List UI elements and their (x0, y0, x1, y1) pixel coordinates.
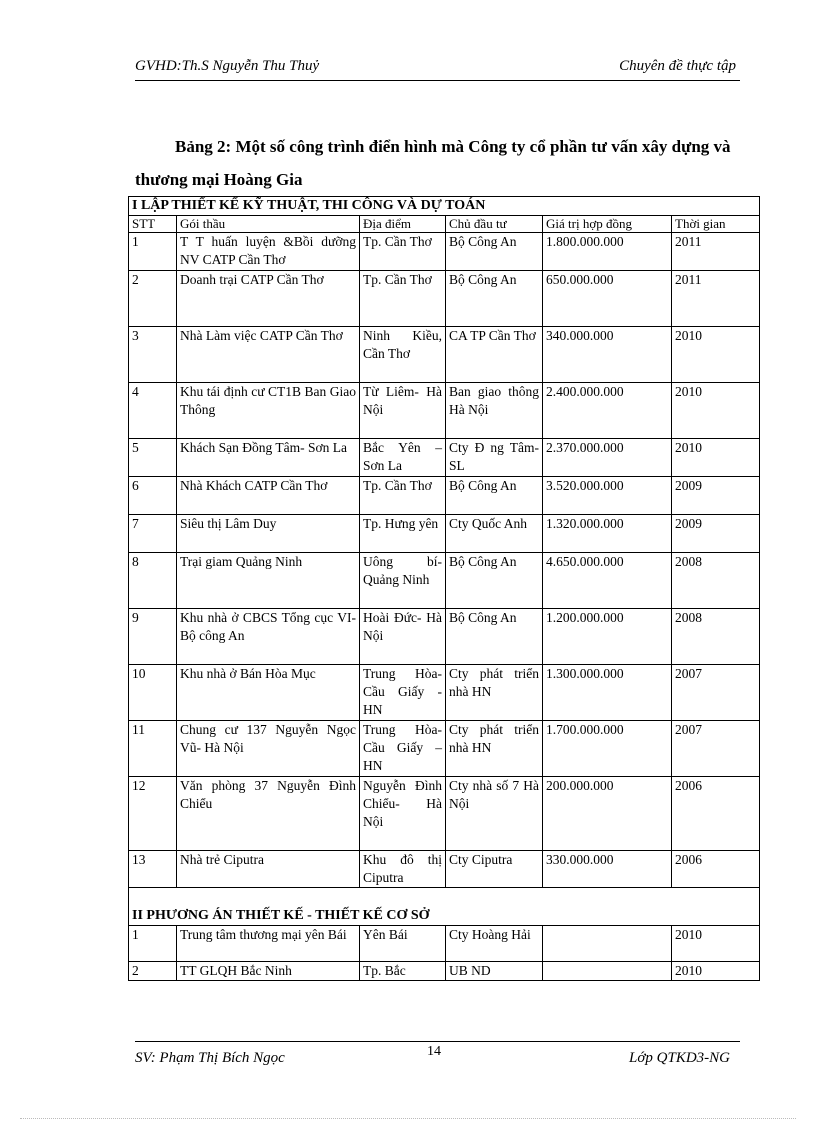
section-title: II PHƯƠNG ÁN THIẾT KẾ - THIẾT KẾ CƠ SỞ (129, 888, 760, 926)
cell-stt: 13 (129, 851, 177, 888)
col-header-contract-value: Giá trị hợp đồng (543, 216, 672, 233)
cell-contract-value: 1.700.000.000 (543, 721, 672, 777)
cell-location: Nguyễn Đình Chiểu- Hà Nội (360, 777, 446, 851)
cell-investor: CA TP Cần Thơ (446, 327, 543, 383)
cell-location: Hoài Đức- Hà Nội (360, 609, 446, 665)
col-header-location: Địa điểm (360, 216, 446, 233)
table-row (129, 477, 760, 515)
cell-time: 2011 (672, 233, 760, 271)
cell-time: 2010 (672, 439, 760, 477)
cell-stt: 12 (129, 777, 177, 851)
cell-stt: 4 (129, 383, 177, 439)
cell-time: 2010 (672, 962, 760, 981)
cell-stt: 3 (129, 327, 177, 383)
cell-investor: Bộ Công An (446, 553, 543, 609)
cell-stt: 2 (129, 271, 177, 327)
cell-time: 2006 (672, 777, 760, 851)
cell-investor: Cty phát triển nhà HN (446, 665, 543, 721)
table-row (129, 515, 760, 553)
cell-location: Tp. Cần Thơ (360, 271, 446, 327)
cell-contract-value (543, 962, 672, 981)
table-row (129, 777, 760, 851)
cell-time: 2008 (672, 609, 760, 665)
cell-time: 2010 (672, 926, 760, 962)
page-header (135, 58, 740, 81)
cell-location: Uông bí- Quảng Ninh (360, 553, 446, 609)
cell-package: Trung tâm thương mại yên Bái (177, 926, 360, 962)
col-header-investor: Chủ đầu tư (446, 216, 543, 233)
page-bottom-edge (20, 1118, 796, 1119)
cell-investor: Cty Đ ng Tâm-SL (446, 439, 543, 477)
cell-contract-value: 330.000.000 (543, 851, 672, 888)
cell-package: Siêu thị Lâm Duy (177, 515, 360, 553)
table-caption: Bảng 2: Một số công trình điển hình mà Công ty cổ phần tư vấn xây dựng và thương mại Hoàng Gia (135, 137, 731, 189)
cell-time: 2007 (672, 665, 760, 721)
cell-stt: 1 (129, 233, 177, 271)
cell-stt: 9 (129, 609, 177, 665)
projects-table (128, 196, 759, 981)
table-row (129, 233, 760, 271)
cell-package: Nhà Khách CATP Cần Thơ (177, 477, 360, 515)
cell-investor: Bộ Công An (446, 477, 543, 515)
cell-location: Trung Hòa- Cầu Giấy – HN (360, 721, 446, 777)
cell-investor: UB ND (446, 962, 543, 981)
cell-location: Trung Hòa- Cầu Giấy - HN (360, 665, 446, 721)
cell-package: Doanh trại CATP Cần Thơ (177, 271, 360, 327)
cell-package: Nhà Làm việc CATP Cần Thơ (177, 327, 360, 383)
cell-package: Khu nhà ở Bán Hòa Mục (177, 665, 360, 721)
table-header-row (129, 216, 760, 233)
cell-contract-value: 1.300.000.000 (543, 665, 672, 721)
cell-location: Bắc Yên – Sơn La (360, 439, 446, 477)
table-row (129, 439, 760, 477)
cell-package: Văn phòng 37 Nguyễn Đình Chiểu (177, 777, 360, 851)
cell-contract-value: 2.370.000.000 (543, 439, 672, 477)
table-row (129, 851, 760, 888)
cell-contract-value: 200.000.000 (543, 777, 672, 851)
page-footer (135, 1041, 740, 1066)
cell-investor: Bộ Công An (446, 271, 543, 327)
cell-location: Tp. Cần Thơ (360, 233, 446, 271)
cell-time: 2006 (672, 851, 760, 888)
col-header-package: Gói thầu (177, 216, 360, 233)
cell-investor: Ban giao thông Hà Nội (446, 383, 543, 439)
cell-contract-value: 650.000.000 (543, 271, 672, 327)
table-row (129, 962, 760, 981)
cell-investor: Bộ Công An (446, 233, 543, 271)
cell-package: Khu nhà ở CBCS Tổng cục VI- Bộ công An (177, 609, 360, 665)
section-title: I LẬP THIẾT KẾ KỸ THUẬT, THI CÔNG VÀ DỰ TOÁN (129, 197, 760, 216)
col-header-stt: STT (129, 216, 177, 233)
cell-location: Ninh Kiều, Cần Thơ (360, 327, 446, 383)
cell-location: Yên Bái (360, 926, 446, 962)
cell-location: Khu đô thị Ciputra (360, 851, 446, 888)
cell-location: Tp. Bắc (360, 962, 446, 981)
cell-contract-value: 2.400.000.000 (543, 383, 672, 439)
table-row (129, 609, 760, 665)
cell-stt: 8 (129, 553, 177, 609)
cell-time: 2009 (672, 515, 760, 553)
cell-package: Chung cư 137 Nguyễn Ngọc Vũ- Hà Nội (177, 721, 360, 777)
cell-investor: Cty Quốc Anh (446, 515, 543, 553)
cell-contract-value: 340.000.000 (543, 327, 672, 383)
cell-time: 2010 (672, 327, 760, 383)
cell-package: Khu tái định cư CT1B Ban Giao Thông (177, 383, 360, 439)
cell-location: Tp. Hưng yên (360, 515, 446, 553)
cell-stt: 10 (129, 665, 177, 721)
cell-time: 2008 (672, 553, 760, 609)
cell-stt: 11 (129, 721, 177, 777)
cell-contract-value: 3.520.000.000 (543, 477, 672, 515)
cell-investor: Cty Hoàng Hải (446, 926, 543, 962)
cell-package: Khách Sạn Đồng Tâm- Sơn La (177, 439, 360, 477)
cell-contract-value (543, 926, 672, 962)
footer-class: Lớp QTKD3-NG (629, 1050, 730, 1066)
footer-student: SV: Phạm Thị Bích Ngọc (135, 1050, 285, 1066)
table-row (129, 926, 760, 962)
section-heading-1 (129, 197, 760, 216)
cell-investor: Cty nhà số 7 Hà Nội (446, 777, 543, 851)
cell-location: Từ Liêm- Hà Nội (360, 383, 446, 439)
cell-time: 2007 (672, 721, 760, 777)
table-row (129, 327, 760, 383)
cell-location: Tp. Cần Thơ (360, 477, 446, 515)
cell-stt: 2 (129, 962, 177, 981)
cell-stt: 5 (129, 439, 177, 477)
section-heading-2 (129, 888, 760, 926)
cell-investor: Cty Ciputra (446, 851, 543, 888)
cell-package: TT GLQH Bắc Ninh (177, 962, 360, 981)
table-row (129, 271, 760, 327)
header-instructor: GVHD:Th.S Nguyễn Thu Thuỷ (135, 58, 320, 74)
cell-investor: Cty phát triển nhà HN (446, 721, 543, 777)
cell-stt: 7 (129, 515, 177, 553)
table-row (129, 665, 760, 721)
cell-investor: Bộ Công An (446, 609, 543, 665)
table-row (129, 383, 760, 439)
cell-time: 2011 (672, 271, 760, 327)
cell-contract-value: 1.320.000.000 (543, 515, 672, 553)
cell-package: Trại giam Quảng Ninh (177, 553, 360, 609)
cell-contract-value: 1.800.000.000 (543, 233, 672, 271)
cell-stt: 1 (129, 926, 177, 962)
col-header-time: Thời gian (672, 216, 760, 233)
page-number: 14 (427, 1044, 441, 1059)
cell-contract-value: 1.200.000.000 (543, 609, 672, 665)
cell-time: 2010 (672, 383, 760, 439)
header-document-type: Chuyên đề thực tập (619, 58, 736, 74)
table-row (129, 553, 760, 609)
table-row (129, 721, 760, 777)
cell-stt: 6 (129, 477, 177, 515)
cell-package: T T huấn luyện &Bồi dưỡng NV CATP Cần Thơ (177, 233, 360, 271)
cell-package: Nhà trẻ Ciputra (177, 851, 360, 888)
cell-contract-value: 4.650.000.000 (543, 553, 672, 609)
cell-time: 2009 (672, 477, 760, 515)
